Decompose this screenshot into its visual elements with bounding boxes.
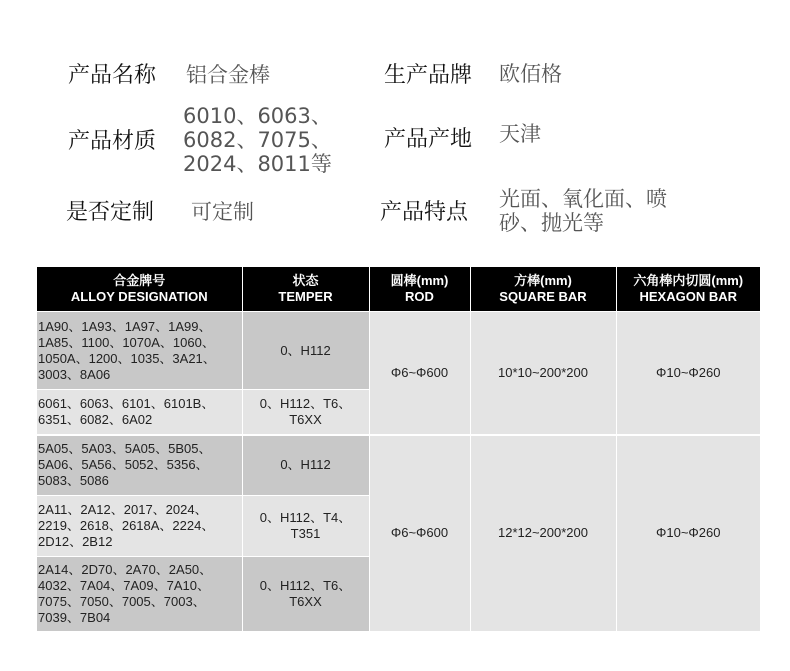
temper-cell: 0、H112、T4、 T351 [242,496,369,557]
header-temper: 状态 TEMPER [242,267,369,312]
square-bar-cell: 10*10~200*200 [470,312,616,435]
table-row [37,435,760,496]
material-line: 6082、7075、 [183,128,332,152]
header-rod: 圆棒(mm) ROD [369,267,470,312]
spec-table [37,267,760,631]
alloy-cell: 2A11、2A12、2017、2024、 2219、2618、2618A、2224、 2D12、2B12 [37,496,242,557]
header-hexagon-bar: 六角棒内切圆(mm) HEXAGON BAR [616,267,760,312]
rod-cell: Φ6~Φ600 [369,435,470,631]
alloy-cell: 2A14、2D70、2A70、2A50、 4032、7A04、7A09、7A10、 7075、7050、7005、7003、 7039、7B04 [37,557,242,631]
brand-value: 欧佰格 [499,62,562,86]
origin-value: 天津 [499,122,541,146]
hexagon-bar-cell: Φ10~Φ260 [616,435,760,631]
product-name-value: 铝合金棒 [186,63,270,87]
material-line: 6010、6063、 [183,104,332,128]
temper-cell: 0、H112 [242,312,369,390]
brand-label: 生产品牌 [384,63,473,88]
table-header-row [37,267,760,312]
origin-label: 产品产地 [384,127,473,152]
square-bar-cell: 12*12~200*200 [470,435,616,631]
material-value [183,104,332,176]
header-alloy: 合金牌号 ALLOY DESIGNATION [37,267,242,312]
alloy-cell: 6061、6063、6101、6101B、 6351、6082、6A02 [37,390,242,435]
temper-cell: 0、H112、T6、 T6XX [242,557,369,631]
hexagon-bar-cell: Φ10~Φ260 [616,312,760,435]
table-row [37,312,760,390]
temper-cell: 0、H112 [242,435,369,496]
customization-value: 可定制 [191,200,254,224]
rod-cell: Φ6~Φ600 [369,312,470,435]
temper-cell: 0、H112、T6、 T6XX [242,390,369,435]
alloy-cell: 5A05、5A03、5A05、5B05、 5A06、5A56、5052、5356、 5083、5086 [37,435,242,496]
material-label: 产品材质 [68,129,157,154]
customization-label: 是否定制 [66,200,155,225]
features-line: 光面、氧化面、喷 [499,187,667,211]
alloy-cell: 1A90、1A93、1A97、1A99、 1A85、1100、1070A、1060、 1050A、1200、1035、3A21、 3003、8A06 [37,312,242,390]
features-label: 产品特点 [380,200,469,225]
features-value [499,187,667,235]
header-square-bar: 方棒(mm) SQUARE BAR [470,267,616,312]
material-line: 2024、8011等 [183,152,332,176]
features-line: 砂、抛光等 [499,211,604,235]
product-name-label: 产品名称 [68,63,157,88]
